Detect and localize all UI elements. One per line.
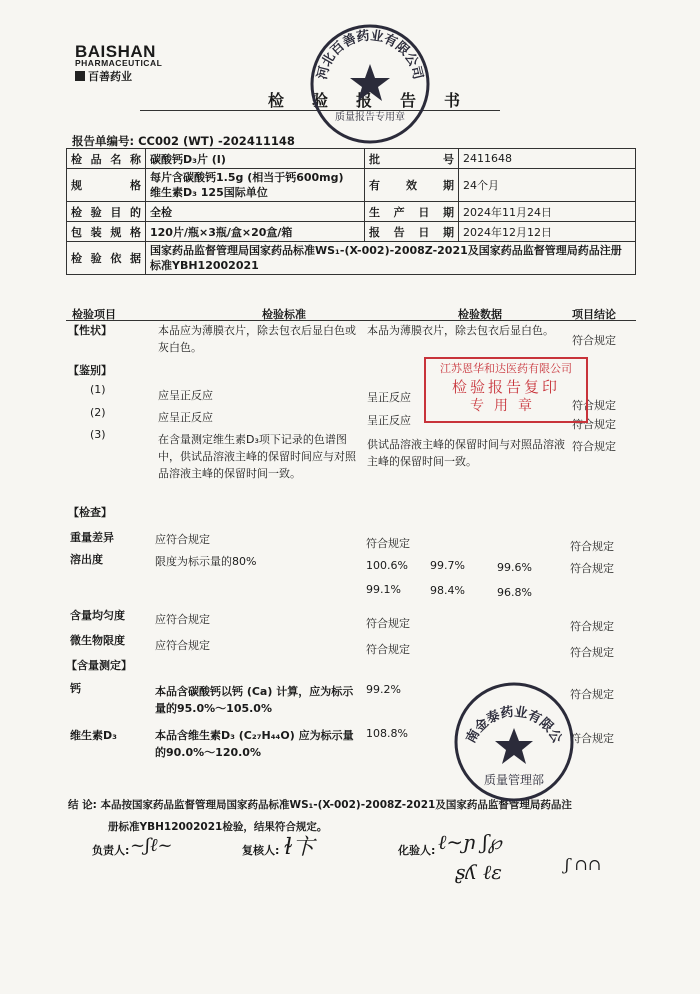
tester-signature-3: ʃ ∩∩ <box>565 855 602 874</box>
section-identify: 【鉴别】 <box>68 364 112 377</box>
vd-result: 符合规定 <box>570 732 614 745</box>
dis-standard: 限度为标示量的80% <box>155 555 257 568</box>
col-data: 检验数据 <box>458 308 502 321</box>
id2-data: 呈正反应 <box>367 414 411 427</box>
mic-result: 符合规定 <box>570 646 614 659</box>
dis-value: 98.4% <box>430 584 465 597</box>
hainan-stamp <box>452 680 576 804</box>
wv-standard: 应符合规定 <box>155 533 210 546</box>
col-standard: 检验标准 <box>262 308 306 321</box>
trait-result: 符合规定 <box>572 334 616 347</box>
id3-number: (3) <box>90 428 106 441</box>
wv-name: 重量差异 <box>70 531 114 544</box>
wv-result: 符合规定 <box>570 540 614 553</box>
vd-data: 108.8% <box>366 727 408 740</box>
section-check: 【检查】 <box>68 506 112 519</box>
logo-en-2: PHARMACEUTICAL <box>75 58 163 68</box>
vd-name: 维生素D₃ <box>70 729 117 742</box>
responsible-label: 负责人: <box>92 844 130 857</box>
spec-value-2: 维生素D₃ 125国际单位 <box>150 186 268 199</box>
validity-label: 有效期 <box>365 169 459 202</box>
dis-value: 99.1% <box>366 583 401 596</box>
validity-value: 24个月 <box>459 169 636 202</box>
ca-result: 符合规定 <box>570 688 614 701</box>
id3-standard: 在含量测定维生素D₃项下记录的色谱图中，供试品溶液主峰的保留时间应与对照品溶液主峰的保留时间一致。 <box>158 433 356 480</box>
report-date-label: 报告日期 <box>365 222 459 242</box>
spec-value-1: 每片含碳酸钙1.5g (相当于钙600mg) <box>150 171 344 184</box>
svg-text:质量管理部: 质量管理部 <box>483 773 545 787</box>
batch-label: 批号 <box>365 149 459 169</box>
id2-number: (2) <box>90 406 106 419</box>
dis-value: 99.7% <box>430 559 465 572</box>
conclusion-line-2: 册标准YBH12002021检验，结果符合规定。 <box>108 821 328 833</box>
purpose-value: 全检 <box>146 202 365 222</box>
id3-data: 供试品溶液主峰的保留时间与对照品溶液主峰的保留时间一致。 <box>367 438 565 468</box>
trait-data: 本品为薄膜衣片，除去包衣后显白色。 <box>367 324 554 337</box>
cu-result: 符合规定 <box>570 620 614 633</box>
copy-stamp <box>424 357 588 423</box>
svg-text:海南金泰药业有限公司: 南金泰药业有限公 <box>463 704 565 746</box>
copy-stamp-line-2: 检验报告复印 <box>451 378 560 396</box>
tester-signature-2: ʂʎ ℓɛ <box>455 860 502 884</box>
report-number: 报告单编号: CC002 (WT) -202411148 <box>72 134 295 148</box>
section-assay: 【含量测定】 <box>66 659 132 672</box>
id1-data: 呈正反应 <box>367 391 411 404</box>
ca-standard: 本品含碳酸钙以钙 (Ca) 计算，应为标示量的95.0%～105.0% <box>155 685 354 715</box>
baishan-stamp <box>308 22 432 146</box>
id2-result: 符合规定 <box>572 418 616 431</box>
name-value: 碳酸钙D₃片 (I) <box>146 149 365 169</box>
dis-value: 99.6% <box>497 561 532 574</box>
col-conclusion: 项目结论 <box>572 308 616 321</box>
vd-standard: 本品含维生素D₃ (C₂₇H₄₄O) 应为标示量的90.0%～120.0% <box>155 729 354 759</box>
page-title: 检验报告书 <box>268 91 489 110</box>
prod-date-value: 2024年11月24日 <box>459 202 636 222</box>
prod-date-label: 生产日期 <box>365 202 459 222</box>
report-date-value: 2024年12月12日 <box>459 222 636 242</box>
purpose-label: 检验目的 <box>67 202 146 222</box>
id1-standard: 应呈正反应 <box>158 389 213 402</box>
logo-mark-icon <box>75 71 85 81</box>
dis-value: 96.8% <box>497 586 532 599</box>
svg-text:质量报告专用章: 质量报告专用章 <box>335 112 405 123</box>
reviewer-label: 复核人: <box>242 844 280 857</box>
cu-name: 含量均匀度 <box>70 609 125 622</box>
trait-standard: 本品应为薄膜衣片，除去包衣后显白色或灰白色。 <box>158 324 356 354</box>
conclusion-line-1: 结 论: 本品按国家药品监督管理局国家药品标准WS₁-(X-002)-2008Z-2021及国家药品监督管理局药品注 <box>68 799 572 811</box>
mic-data: 符合规定 <box>366 643 410 656</box>
column-divider <box>66 320 636 321</box>
spec-label: 规格 <box>67 169 146 202</box>
svg-text:河北百善药业有限公司: 河北百善药业有限公司 <box>315 28 425 81</box>
basis-value: 国家药品监督管理局国家药品标准WS₁-(X-002)-2008Z-2021及国家药品监督管理局药品注册标准YBH12002021 <box>146 242 636 275</box>
dis-name: 溶出度 <box>70 553 103 566</box>
reviewer-signature: ɫ卞 <box>284 835 315 860</box>
section-traits: 【性状】 <box>68 324 112 337</box>
logo-en-1: BAISHAN <box>75 42 156 61</box>
ca-name: 钙 <box>70 682 81 695</box>
pack-label: 包装规格 <box>67 222 146 242</box>
id1-number: (1) <box>90 383 106 396</box>
copy-stamp-line-1: 江苏恩华和达医药有限公司 <box>440 362 572 375</box>
batch-value: 2411648 <box>459 149 636 169</box>
dis-result: 符合规定 <box>570 562 614 575</box>
name-label: 检品名称 <box>67 149 146 169</box>
tester-signature: ℓ∼ɲ ʃ℘ <box>438 830 502 854</box>
mic-standard: 应符合规定 <box>155 639 210 652</box>
pack-value: 120片/瓶×3瓶/盒×20盒/箱 <box>146 222 365 242</box>
cu-data: 符合规定 <box>366 617 410 630</box>
info-table <box>66 148 636 275</box>
responsible-signature: ~ʃℓ~ <box>130 835 173 856</box>
wv-data: 符合规定 <box>366 537 410 550</box>
col-item: 检验项目 <box>72 308 116 321</box>
id1-result: 符合规定 <box>572 399 616 412</box>
id3-result: 符合规定 <box>572 440 616 453</box>
mic-name: 微生物限度 <box>70 634 125 647</box>
logo-cn: 百善药业 <box>75 68 132 84</box>
copy-stamp-line-3: 专用章 <box>470 398 542 414</box>
id2-standard: 应呈正反应 <box>158 411 213 424</box>
dis-value: 100.6% <box>366 559 408 572</box>
ca-data: 99.2% <box>366 683 401 696</box>
cu-standard: 应符合规定 <box>155 613 210 626</box>
basis-label: 检验依据 <box>67 242 146 275</box>
tester-label: 化验人: <box>398 844 436 857</box>
